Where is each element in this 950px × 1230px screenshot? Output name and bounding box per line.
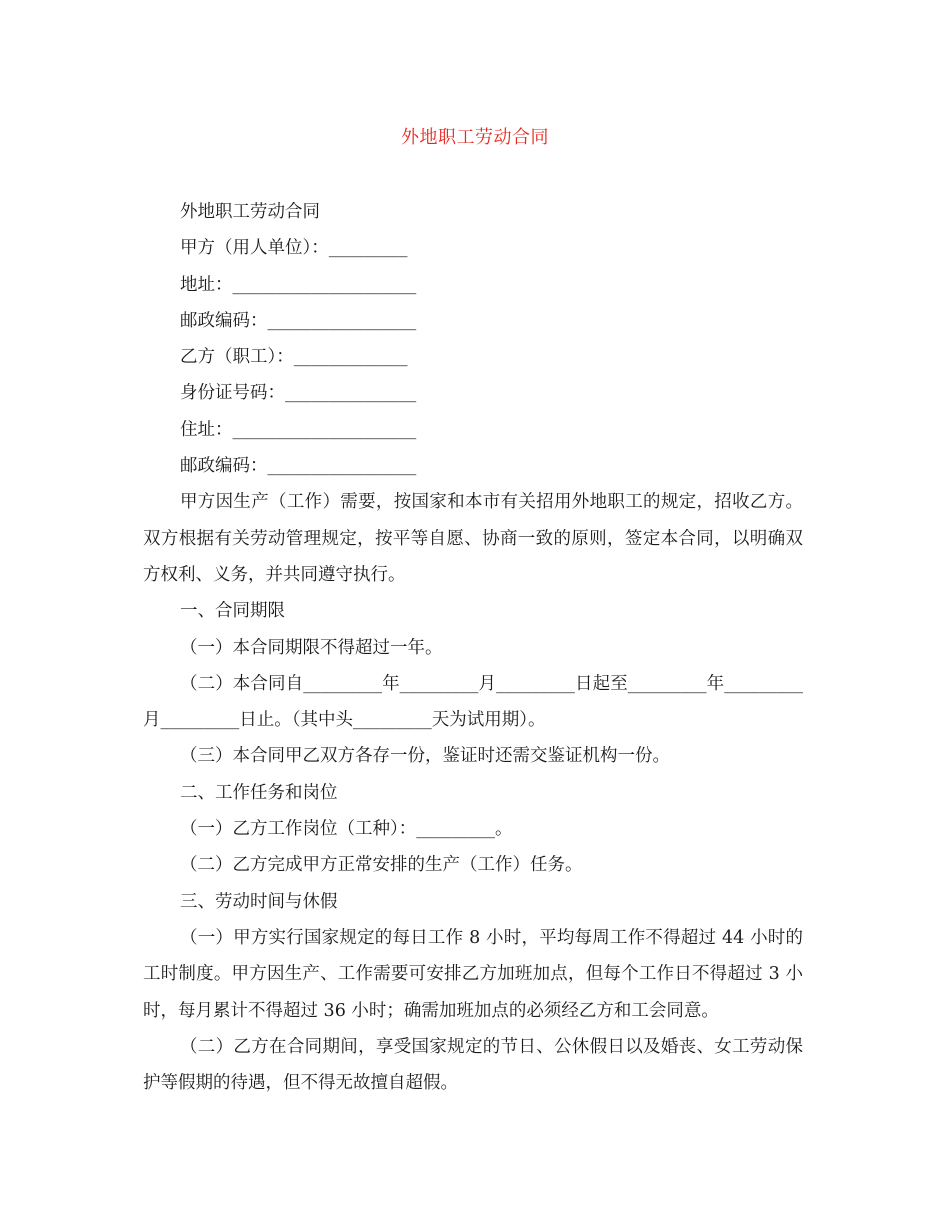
party-b-postcode-field: 邮政编码：_________________: [180, 456, 417, 477]
party-a-field: 甲方（用人单位）：_________: [180, 238, 408, 259]
intro-paragraph: 甲方因生产（工作）需要，按国家和本市有关招用外地职工的规定，招收乙方。双方根据有关劳动管理规定，按平等自愿、协商一致的原则，签定本合同，以明确双方权利、义务，并共同遵守执行。: [143, 492, 803, 585]
party-a-address-field: 地址：_____________________: [180, 274, 417, 295]
section-heading: 一、合同期限: [180, 601, 285, 622]
clause-paragraph: （一）乙方工作岗位（工种）：_________。: [180, 819, 513, 840]
party-b-field: 乙方（职工）：_____________: [180, 347, 408, 368]
clause-paragraph: （二）乙方在合同期间，享受国家规定的节日、公休假日以及婚丧、女工劳动保护等假期的待遇，但不得无故擅自超假。: [143, 1036, 803, 1094]
document-body: [143, 194, 803, 1101]
clause-paragraph: （二）乙方完成甲方正常安排的生产（工作）任务。: [180, 855, 583, 876]
id-number-field: 身份证号码：_______________: [180, 383, 417, 404]
clause-paragraph: （三）本合同甲乙双方各存一份，鉴证时还需交鉴证机构一份。: [180, 746, 670, 767]
party-b-address-field: 住址：_____________________: [180, 419, 417, 440]
document-title: 外地职工劳动合同: [401, 127, 549, 148]
clause-paragraph: （二）本合同自_________年_________月_________日起至_________年_________月_________日止。（其中头_________天为试用期）。: [143, 673, 803, 731]
party-a-postcode-field: 邮政编码：_________________: [180, 310, 417, 331]
clause-paragraph: （一）甲方实行国家规定的每日工作 8 小时，平均每周工作不得超过 44 小时的工时制度。甲方因生产、工作需要可安排乙方加班加点，但每个工作日不得超过 3 小时，每月累计不得超过 36 小时；确需加班加点的必须经乙方和工会同意。: [143, 927, 803, 1021]
section-heading: 二、工作任务和岗位: [180, 782, 338, 803]
clause-paragraph: （一）本合同期限不得超过一年。: [180, 637, 443, 658]
section-heading: 三、劳动时间与休假: [180, 891, 338, 912]
contract-heading: 外地职工劳动合同: [180, 202, 320, 222]
